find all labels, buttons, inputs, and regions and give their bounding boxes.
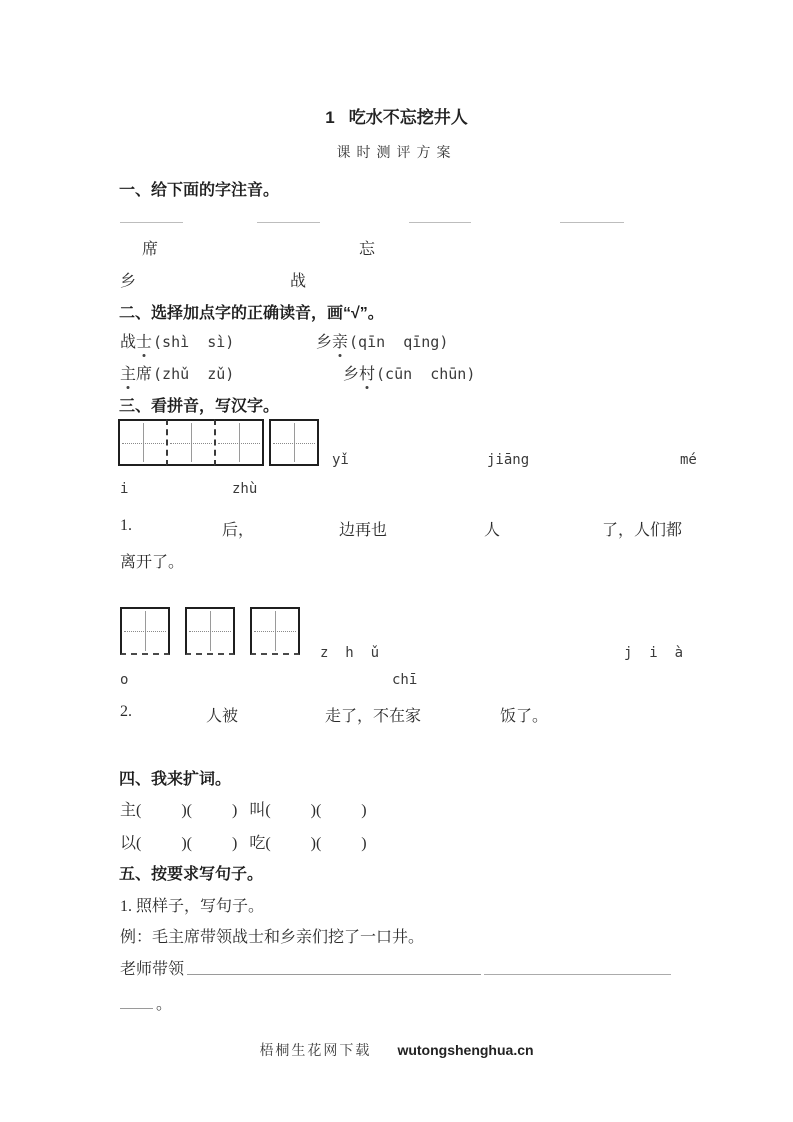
word-expansion-row: 以( )( ) 吃( )( ) bbox=[120, 835, 367, 852]
dotted-character: 亲 bbox=[332, 329, 348, 352]
choice-item-xiangqin bbox=[316, 329, 448, 352]
dotted-character: 村 bbox=[359, 361, 375, 384]
section3-heading: 三、看拼音，写汉字。 bbox=[119, 398, 280, 415]
pinyin-label: jiāng bbox=[487, 452, 530, 468]
section2-heading: 二、选择加点字的正确读音，画“√”。 bbox=[119, 305, 384, 322]
pinyin-blank-line bbox=[120, 222, 183, 223]
section5-heading: 五、按要求写句子。 bbox=[119, 866, 264, 883]
tianzige-box bbox=[166, 419, 216, 466]
pinyin-label: z h ǔ bbox=[320, 645, 380, 661]
pronunciation-options: (zhǔ zǔ) bbox=[153, 365, 235, 383]
section5-subitem: 1. 照样子，写句子。 bbox=[120, 898, 265, 915]
answer-blank-line bbox=[187, 974, 481, 975]
answer-blank-line bbox=[484, 974, 671, 975]
sentence1-fragment: 边再也 bbox=[339, 522, 388, 539]
writing-grid-group-1 bbox=[118, 419, 319, 466]
tianzige-box bbox=[214, 419, 264, 466]
character-zhan: 战 bbox=[290, 273, 307, 290]
word-part: 乡 bbox=[343, 366, 360, 383]
tianzige-box bbox=[118, 419, 168, 466]
footer-site-name: 梧桐生花网下载 bbox=[259, 1044, 372, 1059]
sentence1-fragment: 离开了。 bbox=[120, 554, 185, 571]
pinyin-label: chī bbox=[392, 672, 418, 688]
sentence1-fragment: 人 bbox=[484, 522, 501, 539]
sentence2-number: 2. bbox=[120, 703, 132, 720]
pronunciation-options: (shì sì) bbox=[153, 333, 235, 351]
choice-item-zhuxi bbox=[120, 361, 234, 384]
pinyin-label: i bbox=[120, 481, 129, 497]
sentence1-number: 1. bbox=[120, 517, 132, 534]
footer-site-url: wutongshenghua.cn bbox=[397, 1042, 534, 1058]
answer-blank-line bbox=[120, 1008, 153, 1009]
lesson-title: 吃水不忘挖井人 bbox=[348, 108, 468, 127]
tianzige-box bbox=[185, 607, 235, 655]
section4-heading: 四、我来扩词。 bbox=[119, 771, 232, 788]
pinyin-blank-line bbox=[560, 222, 624, 223]
tianzige-box bbox=[250, 607, 300, 655]
example-sentence: 例：毛主席带领战士和乡亲们挖了一口井。 bbox=[120, 929, 425, 946]
pinyin-label: yǐ bbox=[332, 452, 349, 468]
sentence2-fragment: 人被 bbox=[206, 708, 239, 725]
dotted-character: 士 bbox=[136, 329, 152, 352]
sentence2-fragment: 走了，不在家 bbox=[325, 708, 422, 725]
sentence2-fragment: 饭了。 bbox=[500, 708, 549, 725]
pinyin-label: o bbox=[120, 672, 129, 688]
character-xiang: 乡 bbox=[120, 273, 137, 290]
page-title bbox=[0, 103, 793, 128]
pronunciation-options: (qīn qīng) bbox=[349, 333, 449, 351]
choice-item-xiangcun bbox=[343, 361, 475, 384]
tianzige-box bbox=[269, 419, 319, 466]
tianzige-box bbox=[120, 607, 170, 655]
choice-item-zhanshi bbox=[120, 329, 234, 352]
dotted-character: 主 bbox=[120, 361, 136, 384]
pronunciation-options: (cūn chūn) bbox=[376, 365, 476, 383]
sentence-period: 。 bbox=[156, 996, 173, 1013]
word-expansion-row: 主( )( ) 叫( )( ) bbox=[120, 802, 367, 819]
sentence1-fragment: 后， bbox=[222, 522, 255, 539]
character-wang: 忘 bbox=[359, 241, 376, 258]
pinyin-blank-line bbox=[257, 222, 320, 223]
writing-grid-group-2 bbox=[120, 607, 315, 655]
lesson-number: 1 bbox=[325, 108, 335, 127]
section1-heading: 一、给下面的字注音。 bbox=[119, 182, 280, 199]
word-part: 席 bbox=[136, 366, 153, 383]
page-footer bbox=[0, 1040, 793, 1060]
pinyin-label: mé bbox=[680, 452, 697, 468]
sentence1-fragment: 了，人们都 bbox=[602, 522, 683, 539]
character-xi: 席 bbox=[142, 241, 159, 258]
word-part: 乡 bbox=[316, 334, 333, 351]
page-subtitle: 课时测评方案 bbox=[336, 146, 457, 161]
pinyin-label: j i à bbox=[624, 645, 684, 661]
pinyin-blank-line bbox=[409, 222, 471, 223]
pinyin-label: zhù bbox=[232, 481, 258, 497]
word-part: 战 bbox=[120, 334, 137, 351]
answer-prompt: 老师带领 bbox=[120, 961, 185, 978]
